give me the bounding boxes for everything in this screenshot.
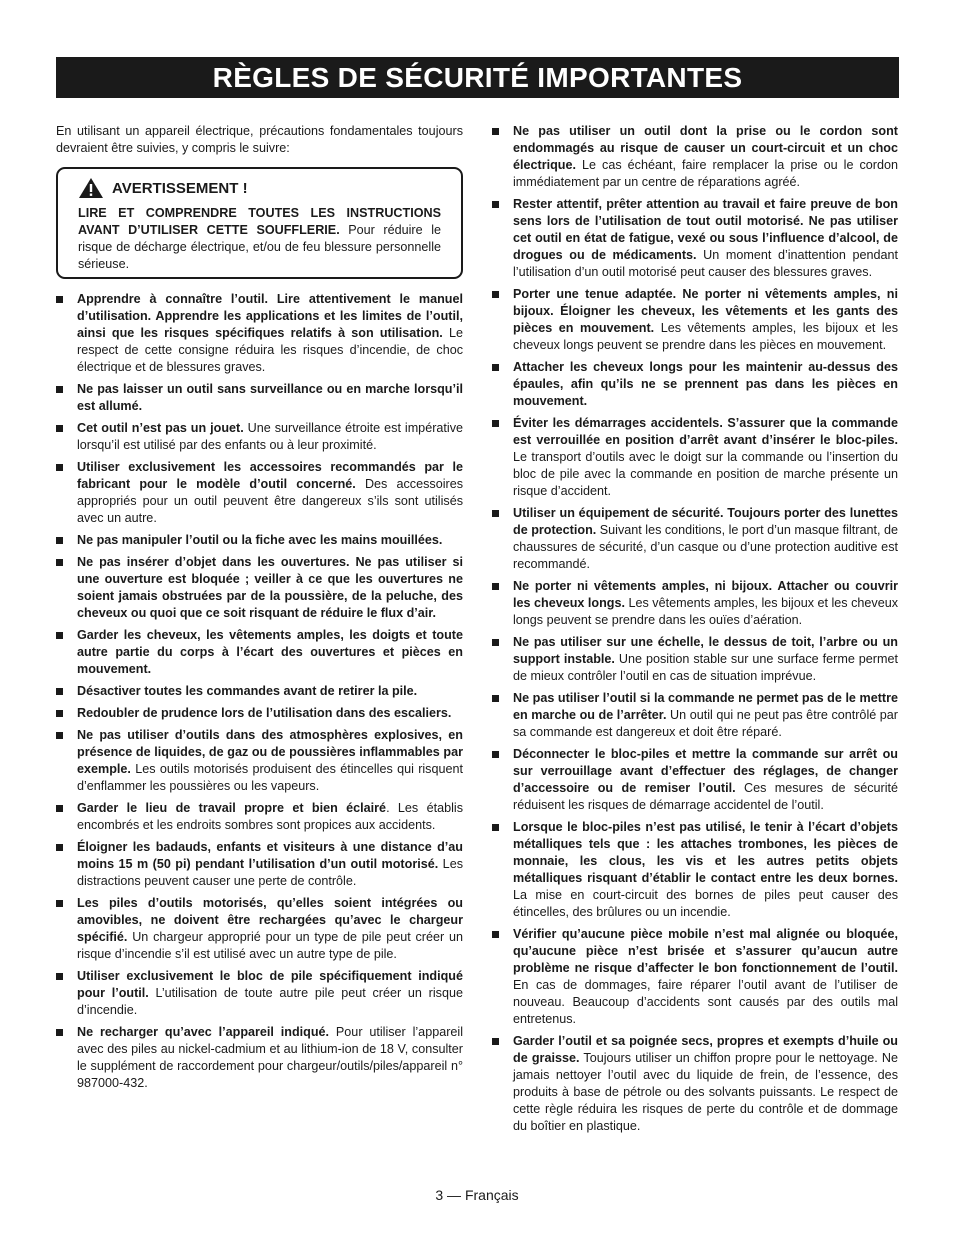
rule-bold-text: Vérifier qu’aucune pièce mobile n’est mal alignée ou bloquée, qu’aucune pièce n’est brisée et s’assurer qu’aucun autre problème ne risque d’affecter le bon fonctionnement de l’outil. <box>513 927 898 975</box>
square-bullet-icon <box>56 464 63 471</box>
rule-item <box>56 420 463 454</box>
left-column <box>56 123 463 1097</box>
rule-plain-text: . Les établis encombrés et les endroits sombres sont propices aux accidents. <box>77 801 463 832</box>
rule-plain-text: La mise en court-circuit des bornes de piles peut causer des étincelles, des brûlures ou un incendie. <box>513 888 898 919</box>
rule-item <box>492 819 898 921</box>
rule-plain-text: Les vêtements amples, les bijoux et les cheveux longs peuvent se prendre dans les pièces en mouvement. <box>513 321 898 352</box>
rule-plain-text: Suivant les conditions, le port d’un masque filtrant, de chaussures de sécurité, d’un casque ou d’une protection auditive est recommandé. <box>513 523 898 571</box>
page-footer: 3 — Français <box>435 1187 519 1203</box>
rule-bold-text: Désactiver toutes les commandes avant de retirer la pile. <box>77 684 418 698</box>
rule-plain-text: En cas de dommages, faire réparer l’outil avant de l’utiliser de nouveau. Beaucoup d’accidents sont causés par des outils mal entretenus. <box>513 978 898 1026</box>
rule-bold-text: Garder le lieu de travail propre et bien éclairé <box>77 801 387 815</box>
rule-plain-text: Un chargeur approprié pour un type de pile peut créer un risque d’incendie s’il est utilisé avec un autre type de pile. <box>77 930 463 961</box>
square-bullet-icon <box>56 805 63 812</box>
square-bullet-icon <box>492 824 499 831</box>
rule-plain-text: Toujours utiliser un chiffon propre pour le nettoyage. Ne jamais nettoyer l’outil avec du liquide de frein, de l’essence, des produits à base de pétrole ou des solvants puissants. Le respect de cette règle réduira les risques de perte du contrôle et de dommage du boîtier en plastique. <box>513 1051 898 1133</box>
rule-plain-text: Ces mesures de sécurité réduisent les risques de démarrage accidentel de l’outil. <box>513 781 898 812</box>
warning-box <box>56 167 463 279</box>
warning-label: AVERTISSEMENT ! <box>112 179 248 197</box>
square-bullet-icon <box>56 386 63 393</box>
rule-plain-text: Un outil qui ne peut pas être contrôlé par sa commande est dangereux et doit être réparé. <box>513 708 898 739</box>
rule-bold-text: Utiliser exclusivement les accessoires recommandés par le fabricant pour le modèle d’outil concerné. <box>77 460 463 491</box>
rule-item <box>492 1033 898 1135</box>
square-bullet-icon <box>492 1038 499 1045</box>
warning-plain-text: Pour réduire le risque de décharge électrique, et/ou de feu blessure personnelle sérieuse. <box>78 223 441 271</box>
rule-plain-text: Le cas échéant, faire remplacer la prise ou le cordon immédiatement par un centre de réparations agréé. <box>513 158 898 189</box>
rule-item <box>56 1024 463 1092</box>
square-bullet-icon <box>56 732 63 739</box>
rule-plain-text: Des accessoires appropriés pour un outil peuvent être dangereux s’ils sont utilisés avec un autre. <box>77 477 463 525</box>
rule-item <box>492 123 898 191</box>
square-bullet-icon <box>492 291 499 298</box>
rule-bold-text: Apprendre à connaître l’outil. Lire attentivement le manuel d’utilisation. Apprendre les applications et les limites de l’outil, ainsi que les risques spécifiques relatifs à son utilisation. <box>77 292 463 340</box>
square-bullet-icon <box>56 688 63 695</box>
rule-bold-text: Ne pas utiliser l’outil si la commande ne permet pas de le mettre en marche ou de l’arrêter. <box>513 691 898 722</box>
rule-item <box>56 291 463 376</box>
rule-item <box>492 286 898 354</box>
square-bullet-icon <box>492 364 499 371</box>
rule-item <box>56 705 463 722</box>
rule-item <box>492 634 898 685</box>
rule-item <box>492 578 898 629</box>
rule-item <box>56 532 463 549</box>
rule-bold-text: Attacher les cheveux longs pour les maintenir au-dessus des épaules, afin qu’ils ne se prennent pas dans les pièces en mouvement. <box>513 360 898 408</box>
square-bullet-icon <box>56 425 63 432</box>
square-bullet-icon <box>56 844 63 851</box>
rule-bold-text: Ne pas utiliser d’outils dans des atmosphères explosives, en présence de liquides, de gaz ou de poussières inflammables par exemple. <box>77 728 463 776</box>
intro-text: En utilisant un appareil électrique, précautions fondamentales toujours devraient être suivies, y compris le suivre: <box>56 124 463 155</box>
square-bullet-icon <box>492 510 499 517</box>
rule-item <box>492 415 898 500</box>
square-bullet-icon <box>492 695 499 702</box>
warning-header <box>78 177 441 199</box>
square-bullet-icon <box>492 128 499 135</box>
rule-item <box>492 505 898 573</box>
rule-plain-text: Un moment d’inattention pendant l’utilisation d’un outil motorisé peut causer des blessures graves. <box>513 248 898 279</box>
rule-plain-text: Les outils motorisés produisent des étincelles qui risquent d’enflammer les poussières ou les vapeurs. <box>77 762 463 793</box>
rule-item <box>56 554 463 622</box>
square-bullet-icon <box>56 1029 63 1036</box>
square-bullet-icon <box>56 900 63 907</box>
rule-bold-text: Lorsque le bloc-piles n’est pas utilisé, le tenir à l’écart d’objets métalliques tels que : les attaches trombones, les pièces de monnaie, les clous, les vis et les autres petits objets métalliques risquant d’établir le contact entre les deux bornes. <box>513 820 898 885</box>
rule-plain-text: Les vêtements amples, les bijoux et les cheveux longs peuvent se prendre dans les ouïes d’aération. <box>513 596 899 627</box>
square-bullet-icon <box>492 583 499 590</box>
rule-item <box>56 895 463 963</box>
rule-bold-text: Porter une tenue adaptée. Ne porter ni vêtements amples, ni bijoux. Éloigner les cheveux, les vêtements et les gants des pièces en mouvement. <box>513 287 898 335</box>
rule-item <box>56 839 463 890</box>
rule-bold-text: Déconnecter le bloc-piles et mettre la commande sur arrêt ou sur verrouillage avant d’effectuer des réglages, de changer d’accessoire ou de remiser l’outil. <box>513 747 898 795</box>
square-bullet-icon <box>56 710 63 717</box>
square-bullet-icon <box>56 973 63 980</box>
square-bullet-icon <box>56 559 63 566</box>
rule-item <box>56 683 463 700</box>
right-column <box>492 123 898 1140</box>
rule-item <box>492 359 898 410</box>
right-rules-list <box>492 123 898 1135</box>
rule-item <box>56 800 463 834</box>
rule-item <box>56 727 463 795</box>
rule-plain-text: L’utilisation de toute autre pile peut créer un risque d’incendie. <box>77 986 463 1017</box>
square-bullet-icon <box>492 639 499 646</box>
square-bullet-icon <box>492 751 499 758</box>
rule-bold-text: Les piles d’outils motorisés, qu’elles soient intégrées ou amovibles, ne doivent être rechargées qu’avec le chargeur spécifié. <box>77 896 463 944</box>
rule-bold-text: Ne pas manipuler l’outil ou la fiche avec les mains mouillées. <box>77 533 443 547</box>
rule-bold-text: Rester attentif, prêter attention au travail et faire preuve de bon sens lors de l’utilisation de tout outil motorisé. Ne pas utiliser cet outil en état de fatigue, vexé ou sous l’influence d’alcool, de drogues ou de médicaments. <box>513 197 898 262</box>
rule-item <box>56 968 463 1019</box>
square-bullet-icon <box>56 537 63 544</box>
warning-body <box>78 205 441 273</box>
warning-triangle-icon <box>78 177 104 199</box>
rule-bold-text: Ne porter ni vêtements amples, ni bijoux. Attacher ou couvrir les cheveux longs. <box>513 579 898 610</box>
rule-item <box>492 746 898 814</box>
rule-bold-text: Cet outil n’est pas un jouet. <box>77 421 244 435</box>
square-bullet-icon <box>56 632 63 639</box>
page-title: RÈGLES DE SÉCURITÉ IMPORTANTES <box>56 57 899 98</box>
rule-item <box>492 196 898 281</box>
rule-item <box>56 381 463 415</box>
square-bullet-icon <box>56 296 63 303</box>
rule-plain-text: Une surveillance étroite est impérative lorsqu’il est utilisé par des enfants ou à leur proximité. <box>77 421 463 452</box>
rule-bold-text: Redoubler de prudence lors de l’utilisation dans des escaliers. <box>77 706 452 720</box>
square-bullet-icon <box>492 931 499 938</box>
rule-plain-text: Une position stable sur une surface ferme permet de mieux contrôler l’outil en cas de situation imprévue. <box>513 652 898 683</box>
left-rules-list <box>56 291 463 1092</box>
rule-item <box>56 627 463 678</box>
rule-bold-text: Ne pas laisser un outil sans surveillance ou en marche lorsqu’il est allumé. <box>77 382 463 413</box>
rule-bold-text: Ne pas insérer d’objet dans les ouvertures. Ne pas utiliser si une ouverture est bloquée ; veiller à ce que les ouvertures ne soient jamais obstruées par de la poussière, de la peluche, des cheveux ou quoi que ce soit risquant de réduire le flux d’air. <box>77 555 463 620</box>
rule-item <box>56 459 463 527</box>
rule-plain-text: Pour utiliser l’appareil avec des piles au nickel-cadmium et au lithium-ion de 18 V, consulter le supplément de raccordement pour chargeur/outils/piles/appareil n° 987000-432. <box>77 1025 463 1090</box>
rule-plain-text: Les distractions peuvent causer une perte de contrôle. <box>77 857 463 888</box>
rule-bold-text: Utiliser un équipement de sécurité. Toujours porter des lunettes de protection. <box>513 506 898 537</box>
rule-plain-text: Le transport d’outils avec le doigt sur la commande ou l’insertion du bloc de pile avec la commande en position de marche présente un risque d’accident. <box>513 450 898 498</box>
rule-bold-text: Ne recharger qu’avec l’appareil indiqué. <box>77 1025 330 1039</box>
rule-plain-text: Le respect de cette consigne réduira les risques d’incendie, de choc électrique et de blessures graves. <box>77 326 463 374</box>
rule-item <box>492 690 898 741</box>
rule-bold-text: Garder les cheveux, les vêtements amples, les doigts et toute autre partie du corps à l’écart des ouvertures et pièces en mouvement. <box>77 628 463 676</box>
rule-bold-text: Garder l’outil et sa poignée secs, propres et exempts d’huile ou de graisse. <box>513 1034 898 1065</box>
square-bullet-icon <box>492 420 499 427</box>
rule-item <box>492 926 898 1028</box>
rule-bold-text: Éviter les démarrages accidentels. S’assurer que la commande est verrouillée en position d’arrêt avant d’insérer le bloc-piles. <box>513 416 898 447</box>
rule-bold-text: Ne pas utiliser un outil dont la prise ou le cordon sont endommagés au risque de causer un court-circuit et un choc électrique. <box>513 124 898 172</box>
rule-bold-text: Utiliser exclusivement le bloc de pile spécifiquement indiqué pour l’outil. <box>77 969 463 1000</box>
rule-bold-text: Éloigner les badauds, enfants et visiteurs à une distance d’au moins 15 m (50 pi) pendant l’utilisation d’un outil motorisé. <box>77 840 463 871</box>
rule-bold-text: Ne pas utiliser sur une échelle, le dessus de toit, l’arbre ou un support instable. <box>513 635 898 666</box>
square-bullet-icon <box>492 201 499 208</box>
warning-bold-text: LIRE ET COMPRENDRE TOUTES LES INSTRUCTIONS AVANT D’UTILISER CETTE SOUFFLERIE. <box>78 206 441 237</box>
